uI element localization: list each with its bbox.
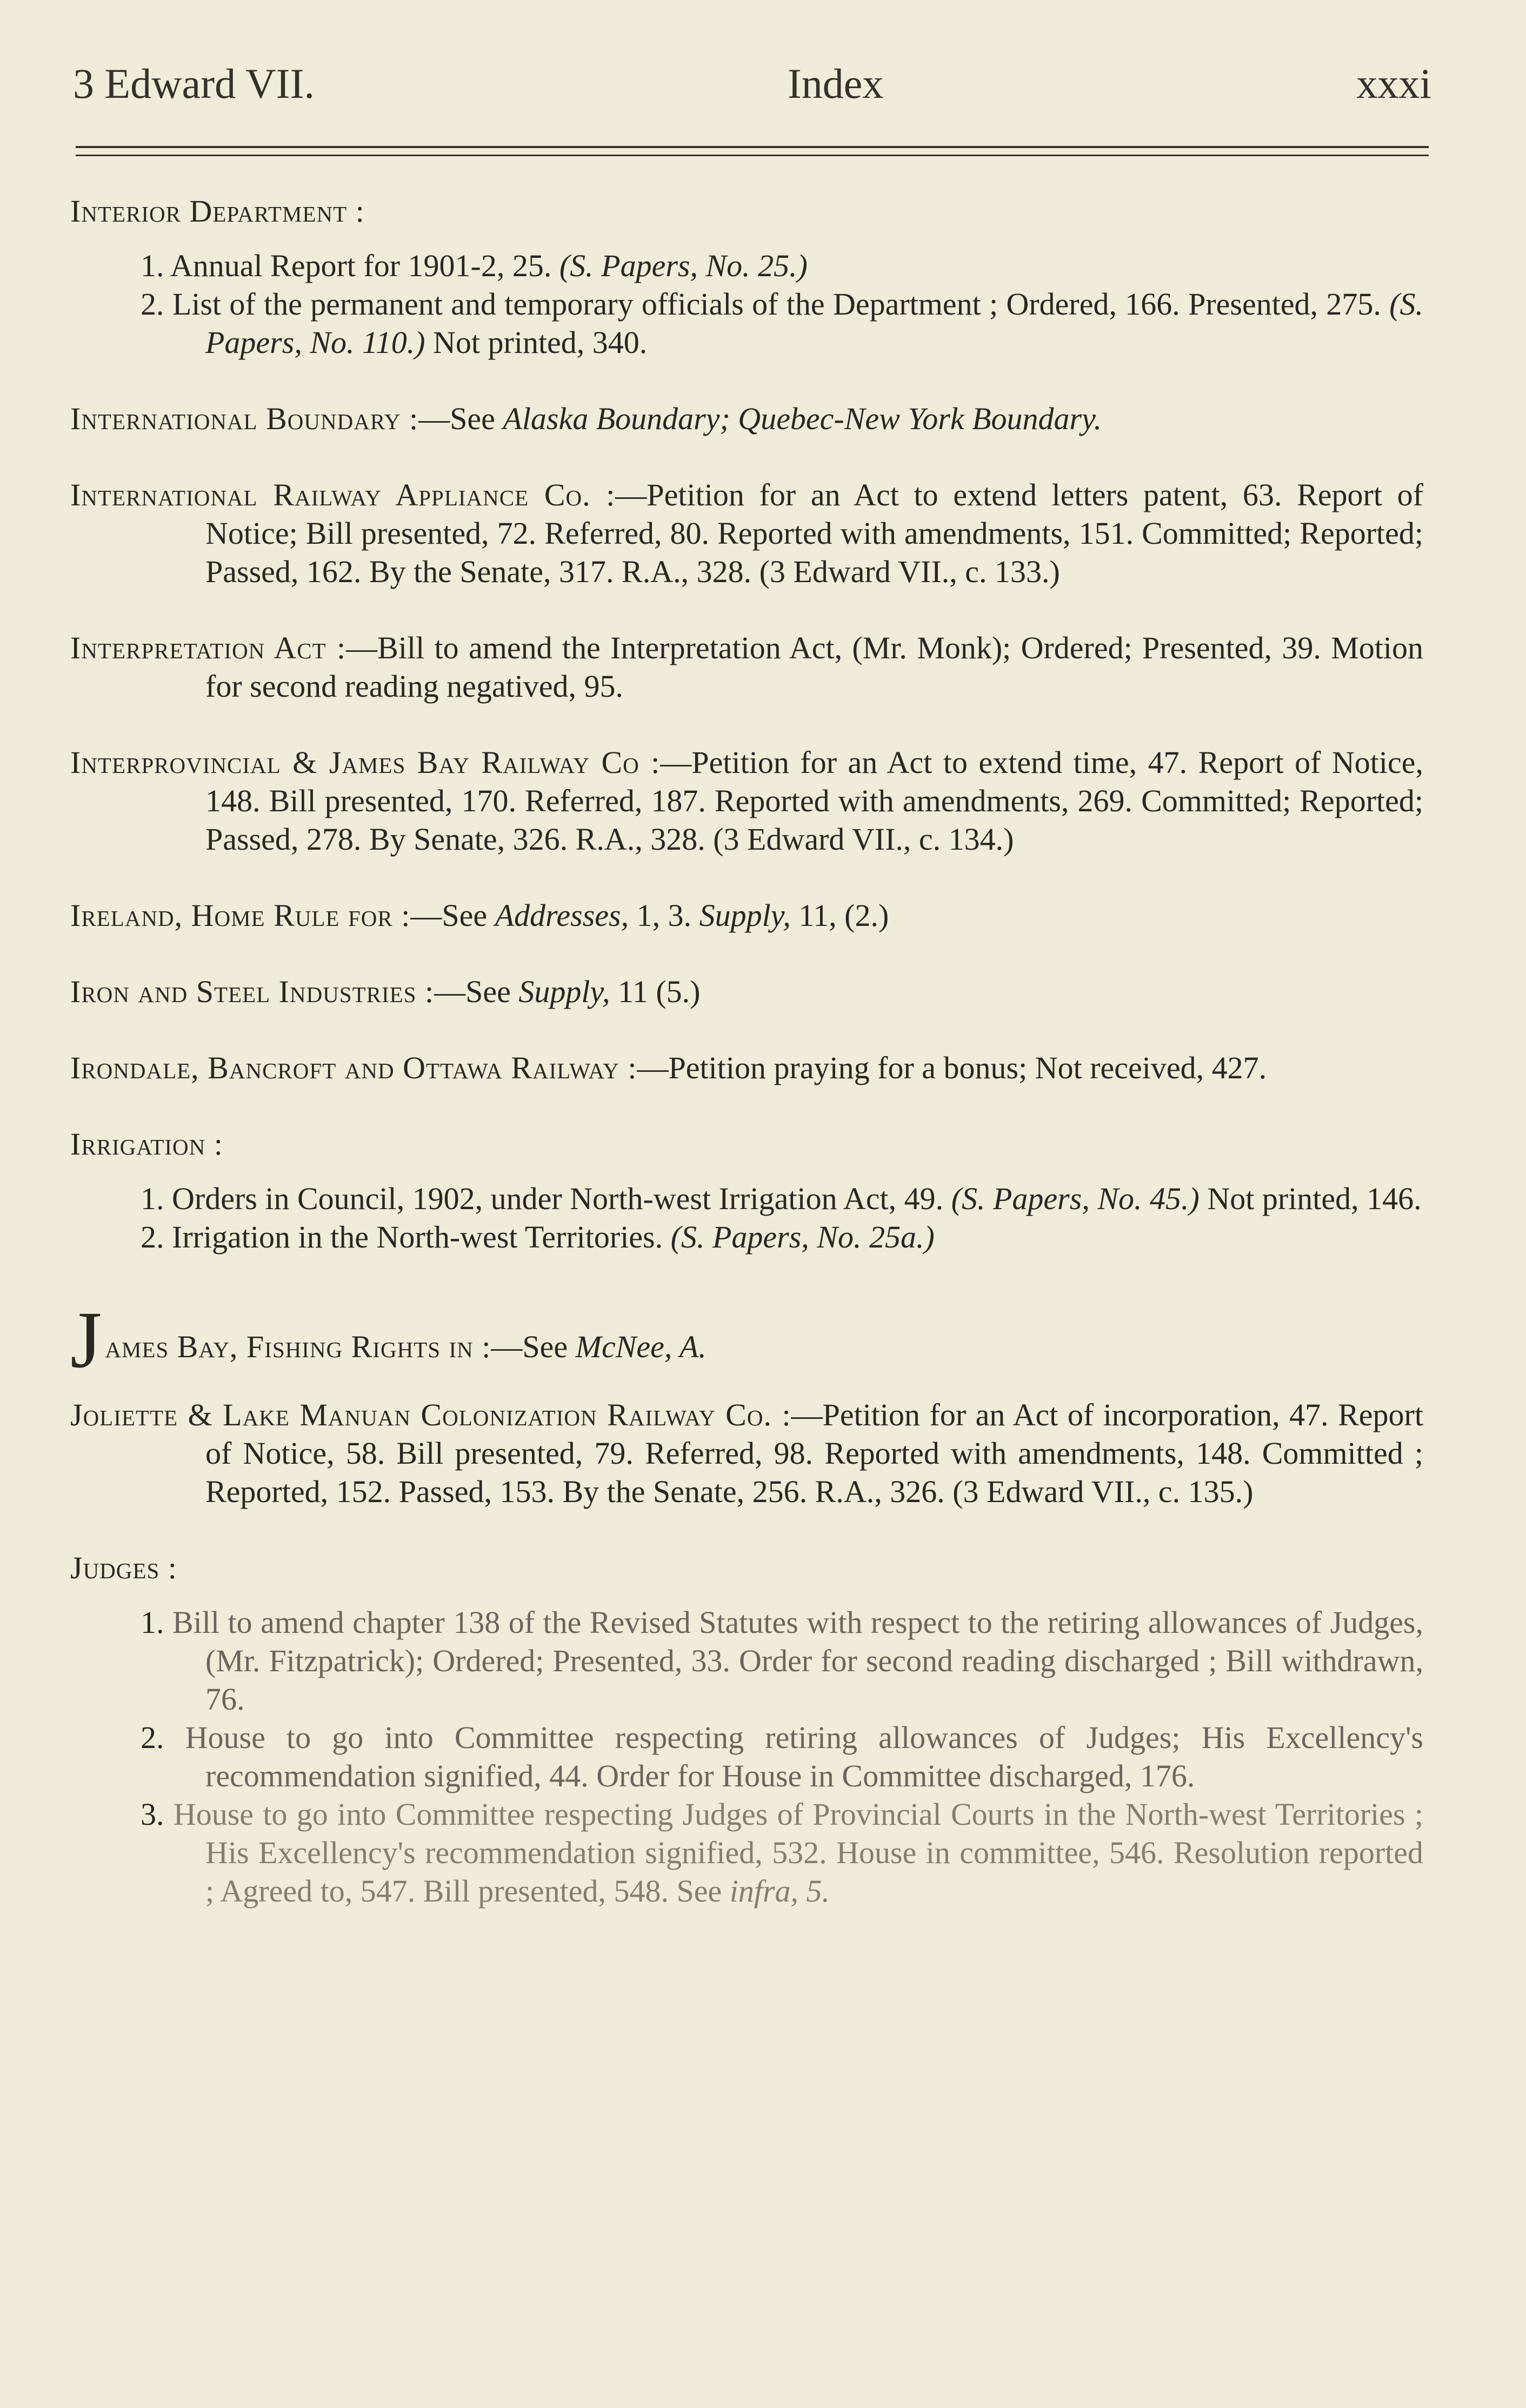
entry-text (70, 1049, 1423, 1087)
entry-body: —See (418, 401, 495, 436)
entry-interior-department (70, 192, 1423, 362)
reference-pages: 11 (5.) (618, 974, 701, 1009)
item-note: Not printed, 340. (433, 325, 648, 360)
sub-item (70, 1218, 1423, 1256)
entry-heading: Ireland, Home Rule for : (70, 898, 411, 933)
entry-international-boundary (70, 399, 1423, 438)
item-note: Not printed, 146. (1207, 1181, 1422, 1216)
entry-body: —Petition for an Act of incorporation, 47. Report of Notice, 58. Bill presented, 79. Referred, 98. Reported with amendments, 148. Committed ; Reported, 152. Passed, 153. By the Senate, 256. R.A., 326. (3 Edward VII., c. 135.) (205, 1397, 1423, 1509)
entry-body: —See (434, 974, 511, 1009)
drop-cap: J (70, 1295, 102, 1385)
entry-judges (70, 1549, 1423, 1910)
entry-text (70, 743, 1423, 858)
entry-body: —See (491, 1329, 568, 1364)
sub-item (70, 1718, 1423, 1795)
index-content (70, 192, 1423, 1948)
cross-reference: Supply, (518, 974, 610, 1009)
entry-international-railway-appliance (70, 476, 1423, 591)
entry-heading: Joliette & Lake Manuan Colonization Railway Co. : (70, 1397, 791, 1432)
entry-heading: Judges : (70, 1550, 177, 1585)
regnal-year: 3 Edward VII. (73, 60, 315, 107)
cross-reference: McNee, A. (575, 1329, 707, 1364)
entry-joliette-railway (70, 1396, 1423, 1511)
item-text: Irrigation in the North-west Territories. (172, 1219, 663, 1255)
sub-item (70, 1603, 1423, 1718)
item-number: 2. (141, 1219, 164, 1255)
entry-iron-steel-industries (70, 972, 1423, 1011)
running-head (73, 59, 1431, 108)
entry-text (70, 1396, 1423, 1511)
sub-item (70, 1795, 1423, 1910)
item-text: House to go into Committee respecting retiring allowances of Judges; His Excellency's recommendation signified, 44. Order for House in Committee discharged, 176. (185, 1720, 1424, 1793)
sub-item (70, 246, 1423, 285)
item-number: 1. (141, 1181, 164, 1216)
item-reference: (S. Papers, No. 110.) (205, 286, 1424, 360)
item-reference: (S. Papers, No. 25.) (559, 248, 808, 283)
reference-pages: 1, 3. (636, 898, 692, 933)
entry-text (70, 476, 1423, 591)
sub-item (70, 1179, 1423, 1218)
cross-reference: Alaska Boundary; Quebec-New York Boundary. (503, 401, 1102, 436)
entry-body: —See (410, 898, 488, 933)
item-text: Orders in Council, 1902, under North-west Irrigation Act, 49. (172, 1181, 944, 1216)
item-number: 3. (141, 1797, 164, 1832)
entry-interprovincial-james-bay (70, 743, 1423, 858)
item-number: 1. (141, 1605, 164, 1640)
cross-reference: Supply, (699, 898, 791, 933)
entry-heading: Interpretation Act : (70, 630, 346, 665)
page-number: xxxi (1356, 60, 1431, 107)
item-text: Bill to amend chapter 138 of the Revised Statutes with respect to the retiring allowances of Judges, (Mr. Fitzpatrick); Ordered; Presented, 33. Order for second reading discharged ; Bill withdrawn, 76. (172, 1605, 1424, 1717)
entry-heading: Irondale, Bancroft and Ottawa Railway : (70, 1050, 637, 1085)
sub-item (70, 285, 1423, 362)
header-rule (76, 146, 1429, 156)
item-text: List of the permanent and temporary officials of the Department ; Ordered, 166. Presented, 275. (172, 286, 1381, 322)
item-reference: (S. Papers, No. 45.) (951, 1181, 1200, 1216)
item-text: Annual Report for 1901-2, 25. (170, 248, 552, 283)
entry-heading: Irrigation : (70, 1126, 223, 1162)
item-number: 2. (141, 1720, 164, 1755)
item-reference: infra, 5. (729, 1873, 830, 1909)
entry-ireland-home-rule (70, 896, 1423, 935)
entry-james-bay-fishing (70, 1295, 1423, 1385)
entry-heading: ames Bay, Fishing Rights in : (105, 1329, 491, 1364)
entry-irondale-railway (70, 1049, 1423, 1087)
entry-irrigation (70, 1125, 1423, 1256)
entry-text (70, 629, 1423, 705)
entry-text (70, 896, 1423, 935)
entry-heading: Iron and Steel Industries : (70, 974, 435, 1009)
entry-heading: International Boundary : (70, 401, 419, 436)
entry-body: —Petition for an Act to extend time, 47. Report of Notice, 148. Bill presented, 170. Referred, 187. Reported with amendments, 269. Committed; Reported; Passed, 278. By Senate, 326. R.A., 328. (3 Edward VII., c. 134.) (205, 745, 1423, 857)
entry-text (70, 972, 1423, 1011)
cross-reference: Addresses, (495, 898, 629, 933)
item-text: House to go into Committee respecting Judges of Provincial Courts in the North-west Territories ; His Excellency's recommendation signified, 532. House in committee, 546. Resolution reported ; Agreed to, 547. Bill presented, 548. See (173, 1797, 1423, 1909)
entry-body: —Bill to amend the Interpretation Act, (Mr. Monk); Ordered; Presented, 39. Motion for second reading negatived, 95. (205, 630, 1423, 704)
entry-body: —Petition for an Act to extend letters patent, 63. Report of Notice; Bill presented, 72. Referred, 80. Reported with amendments, 151. Committed; Reported; Passed, 162. By the Senate, 317. R.A., 328. (3 Edward VII., c. 133.) (205, 477, 1423, 589)
reference-pages: 11, (2.) (798, 898, 889, 933)
entry-interpretation-act (70, 629, 1423, 705)
entry-body: —Petition praying for a bonus; Not received, 427. (637, 1050, 1267, 1085)
item-number: 1. (141, 248, 164, 283)
page-title: Index (787, 60, 884, 107)
item-reference: (S. Papers, No. 25a.) (670, 1219, 935, 1255)
entry-text (70, 399, 1423, 438)
entry-heading: International Railway Appliance Co. : (70, 477, 616, 512)
entry-heading: Interprovincial & James Bay Railway Co : (70, 745, 661, 780)
item-number: 2. (141, 286, 164, 322)
entry-heading: Interior Department : (70, 194, 365, 229)
